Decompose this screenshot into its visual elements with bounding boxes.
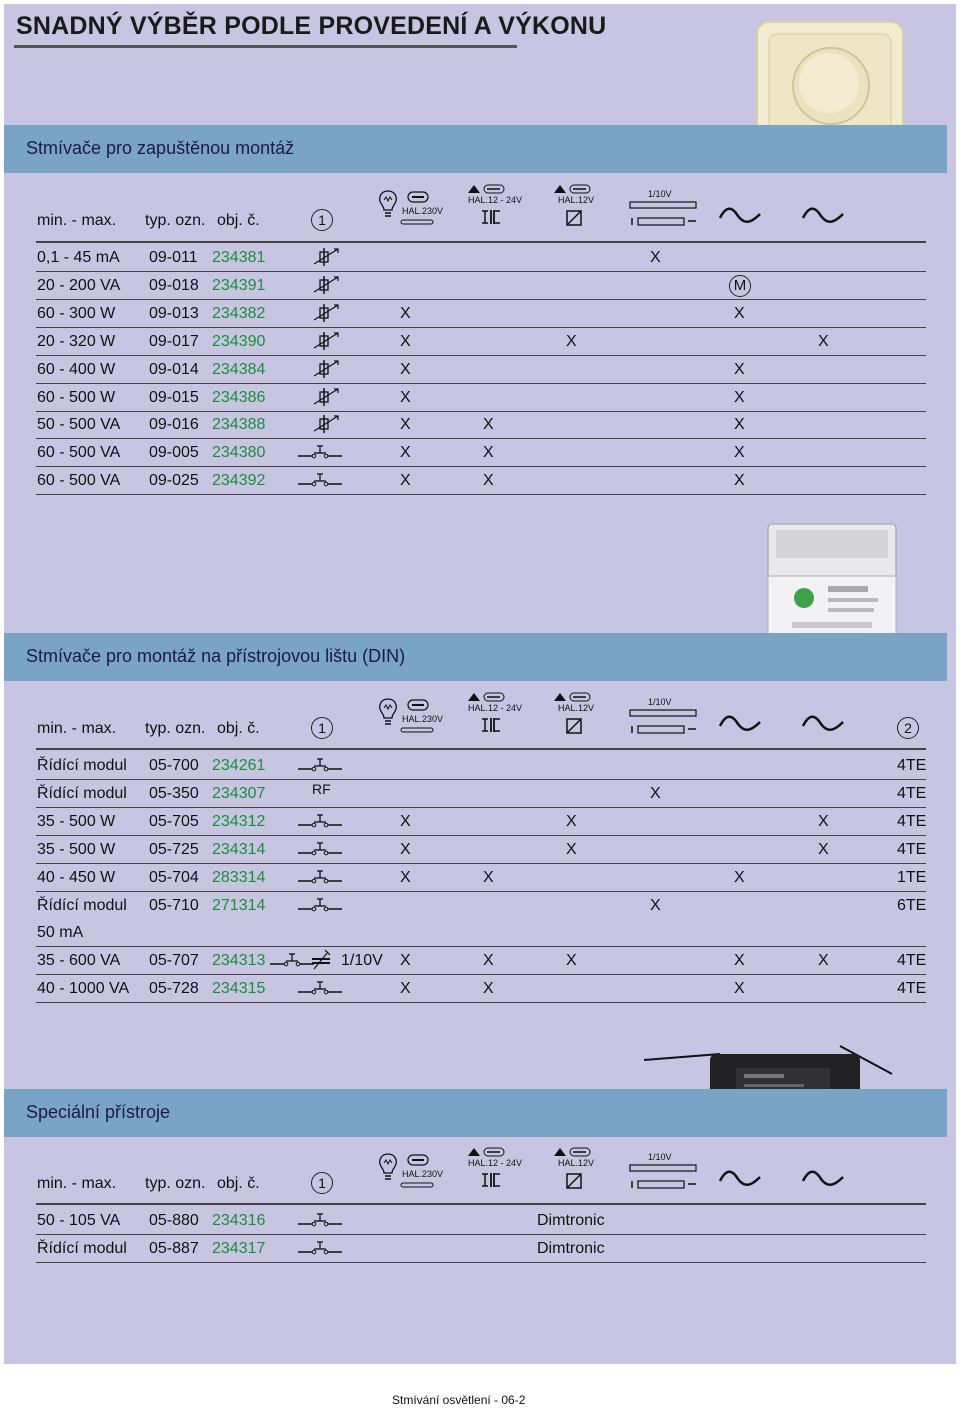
compatibility-mark-e: X	[818, 332, 829, 350]
column-1-badge: 1	[311, 1172, 333, 1194]
type-code-cell: 05-705	[149, 812, 199, 830]
order-number-cell: 234316	[212, 1212, 266, 1229]
header-divider	[36, 241, 926, 243]
min-max-header: min. - max.	[37, 1175, 117, 1192]
halogen-spot-icon	[466, 183, 506, 195]
compatibility-mark-m: X	[734, 868, 745, 886]
compatibility-mark-e: X	[818, 840, 829, 858]
type-code-cell: 09-005	[149, 444, 199, 462]
type-code-cell: 09-014	[149, 360, 199, 378]
type-code-cell: 09-016	[149, 416, 199, 434]
electronic-load-icon	[801, 716, 845, 732]
halogen-230v-tube-icon	[400, 219, 434, 225]
power-range-cell: 20 - 200 VA	[37, 276, 121, 294]
fluorescent-tube-icon	[628, 201, 698, 227]
push-button-symbol-icon	[296, 1209, 344, 1229]
power-range-cell: 20 - 320 W	[37, 332, 116, 350]
rotary-dimmer-symbol-icon	[310, 358, 350, 380]
order-number-cell: 234391	[212, 276, 266, 294]
compatibility-mark-m: X	[734, 388, 745, 406]
power-range-cell: 60 - 500 W	[37, 388, 116, 406]
compatibility-mark-c230: X	[400, 416, 411, 434]
power-range-cell: 35 - 500 W	[37, 812, 116, 830]
incandescent-bulb-icon	[376, 1151, 400, 1181]
power-range-cell: 60 - 500 VA	[37, 444, 121, 462]
order-number-cell: 234317	[212, 1239, 266, 1257]
compatibility-mark-c230: X	[400, 868, 411, 886]
row-divider	[36, 271, 926, 272]
type-code-cell: 05-880	[149, 1212, 199, 1229]
rotary-dimmer-symbol-icon	[310, 246, 350, 268]
halogen-230v-lamp-icon	[404, 699, 432, 711]
power-range-cell: 35 - 500 W	[37, 840, 116, 858]
order-number-cell: 234312	[212, 812, 266, 830]
hal-230v-label: HAL.230V	[402, 206, 444, 216]
order-number-cell: 234388	[212, 416, 266, 434]
order-number-header: obj. č.	[217, 720, 260, 737]
compatibility-mark-c110: X	[650, 249, 661, 266]
electronic-load-icon	[801, 1171, 845, 1187]
push-button-symbol-icon	[296, 469, 344, 489]
module-width-cell: 4TE	[897, 812, 927, 830]
power-range-cell: Řídící modul	[37, 757, 127, 774]
rotary-dimmer-symbol-icon	[310, 386, 350, 408]
power-range-cell: 50 mA	[37, 924, 84, 942]
compatibility-mark-c12: X	[566, 332, 577, 350]
order-number-cell: 234380	[212, 444, 266, 462]
compatibility-mark-c230: X	[400, 840, 411, 858]
order-number-cell: 234313	[212, 952, 266, 970]
push-button-symbol-icon	[296, 754, 344, 774]
order-number-cell: 234314	[212, 840, 266, 858]
toroidal-transformer-icon	[566, 1173, 582, 1189]
module-width-cell: 4TE	[897, 980, 927, 998]
compatibility-mark-c230: X	[400, 980, 411, 998]
order-number-cell: 271314	[212, 896, 266, 914]
module-width-cell: 4TE	[897, 757, 927, 774]
compatibility-mark-c230: X	[400, 332, 411, 350]
order-number-cell: 234386	[212, 388, 266, 406]
order-number-cell: 234382	[212, 304, 266, 322]
hal-12-24v-label: HAL.12 - 24V	[468, 1158, 523, 1168]
hal-12-24v-label: HAL.12 - 24V	[468, 703, 523, 713]
row-divider	[36, 411, 926, 412]
type-code-cell: 05-700	[149, 757, 199, 774]
compatibility-mark-e: X	[818, 812, 829, 830]
electronic-transformer-icon	[480, 1172, 502, 1188]
type-code-cell: 09-018	[149, 276, 199, 294]
order-number-header: obj. č.	[217, 212, 260, 229]
type-header: typ. ozn.	[145, 720, 206, 737]
trimmer-symbol-icon	[310, 949, 332, 971]
type-code-cell: 05-710	[149, 896, 199, 914]
v-1-10-label: 1/10V	[648, 697, 672, 707]
section-title: Stmívače pro montáž na přístrojovou lištu (DIN)	[26, 646, 406, 666]
compatibility-mark-c1224: X	[483, 952, 494, 970]
power-range-cell: 60 - 500 VA	[37, 472, 121, 490]
inductive-load-icon	[718, 208, 762, 224]
power-range-cell: Řídící modul	[37, 1239, 127, 1257]
row-divider	[36, 299, 926, 300]
type-code-cell: 05-887	[149, 1239, 199, 1257]
toroidal-transformer-icon	[566, 210, 582, 226]
title-underline	[14, 45, 517, 48]
type-code-cell: 09-015	[149, 388, 199, 406]
type-code-cell: 05-707	[149, 952, 199, 970]
halogen-spot-icon	[466, 691, 506, 703]
halogen-230v-tube-icon	[400, 1182, 434, 1188]
type-header: typ. ozn.	[145, 212, 206, 229]
module-width-cell: 4TE	[897, 840, 927, 858]
page-footer: Stmívání osvětlení - 06-2	[392, 1393, 526, 1407]
type-code-cell: 09-013	[149, 304, 199, 322]
power-range-cell: 40 - 1000 VA	[37, 980, 130, 998]
power-range-cell: Řídící modul	[37, 896, 127, 914]
electronic-transformer-icon	[480, 717, 502, 733]
compatibility-mark-c230: X	[400, 388, 411, 406]
order-number-cell: 234381	[212, 249, 266, 266]
order-number-header: obj. č.	[217, 1175, 260, 1192]
push-button-symbol-icon	[268, 949, 316, 969]
section-band	[4, 125, 947, 173]
push-button-symbol-icon	[296, 894, 344, 914]
push-button-symbol-icon	[296, 838, 344, 858]
compatibility-mark-c230: X	[400, 472, 411, 490]
hal-12v-label: HAL.12V	[558, 703, 595, 713]
compatibility-mark-c12: X	[566, 812, 577, 830]
push-button-symbol-icon	[296, 441, 344, 461]
power-range-cell: 35 - 600 VA	[37, 952, 121, 970]
order-number-cell: 283314	[212, 868, 266, 886]
rotary-dimmer-symbol-icon	[310, 330, 350, 352]
order-number-cell: 234384	[212, 360, 266, 378]
v-1-10-label: 1/10V	[648, 1152, 672, 1162]
type-code-cell: 05-725	[149, 840, 199, 858]
halogen-230v-lamp-icon	[404, 191, 432, 203]
row-divider	[36, 1262, 926, 1263]
row-divider	[36, 327, 926, 328]
inductive-load-icon	[718, 716, 762, 732]
row-divider	[36, 438, 926, 439]
type-code-cell: 09-011	[149, 249, 198, 266]
compatibility-mark-c12: X	[566, 840, 577, 858]
module-width-cell: 1TE	[897, 868, 927, 886]
module-width-cell: 6TE	[897, 896, 927, 914]
rotary-dimmer-symbol-icon	[310, 274, 350, 296]
compatibility-mark-c1224: X	[483, 980, 494, 998]
module-width-cell: 4TE	[897, 952, 927, 970]
row-divider	[36, 835, 926, 836]
type-code-cell: 05-350	[149, 784, 199, 802]
rf-label: RF	[312, 780, 331, 797]
compatibility-mark-c230: X	[400, 304, 411, 322]
type-code-cell: 09-017	[149, 332, 199, 350]
type-code-cell: 05-704	[149, 868, 199, 886]
order-number-cell: 234315	[212, 980, 266, 998]
row-divider	[36, 974, 926, 975]
electronic-transformer-icon	[480, 209, 502, 225]
incandescent-bulb-icon	[376, 188, 400, 218]
hal-230v-label: HAL.230V	[402, 714, 444, 724]
compatibility-mark-c1224: X	[483, 416, 494, 434]
power-range-cell: 60 - 400 W	[37, 360, 116, 378]
section-band	[4, 633, 947, 681]
hal-12-24v-label: HAL.12 - 24V	[468, 195, 523, 205]
min-max-header: min. - max.	[37, 720, 117, 737]
control-voltage-cell: 1/10V	[341, 952, 383, 970]
dimtronic-cell: Dimtronic	[537, 1212, 605, 1229]
compatibility-mark-c230: X	[400, 952, 411, 970]
compatibility-mark-c110: X	[650, 896, 661, 914]
compatibility-mark-c230: X	[400, 812, 411, 830]
type-code-cell: 05-728	[149, 980, 199, 998]
power-range-cell: 40 - 450 W	[37, 868, 116, 886]
hal-12v-label: HAL.12V	[558, 1158, 595, 1168]
v-1-10-label: 1/10V	[648, 189, 672, 199]
compatibility-mark-m: X	[734, 472, 745, 490]
electronic-load-icon	[801, 208, 845, 224]
halogen-spot-12v-icon	[552, 1146, 594, 1158]
power-range-cell: 60 - 300 W	[37, 304, 116, 322]
halogen-230v-tube-icon	[400, 727, 434, 733]
power-range-cell: 0,1 - 45 mA	[37, 249, 120, 266]
row-divider	[36, 466, 926, 467]
compatibility-mark-m: X	[734, 980, 745, 998]
row-divider	[36, 779, 926, 780]
header-divider	[36, 1203, 926, 1205]
compatibility-mark-e: X	[818, 952, 829, 970]
row-divider	[36, 863, 926, 864]
compatibility-mark-c1224: X	[483, 868, 494, 886]
order-number-cell: 234390	[212, 332, 266, 350]
compatibility-mark-m: X	[734, 952, 745, 970]
page-title: SNADNÝ VÝBĚR PODLE PROVEDENÍ A VÝKONU	[16, 12, 607, 40]
order-number-cell: 234261	[212, 757, 266, 774]
inductive-load-icon	[718, 1171, 762, 1187]
compatibility-mark-m: X	[734, 304, 745, 322]
compatibility-mark-c12: X	[566, 952, 577, 970]
motor-m-badge: M	[729, 275, 751, 297]
push-button-symbol-icon	[296, 810, 344, 830]
row-divider	[36, 1234, 926, 1235]
halogen-spot-12v-icon	[552, 183, 594, 195]
column-2-badge: 2	[897, 717, 919, 739]
halogen-230v-lamp-icon	[404, 1154, 432, 1166]
power-range-cell: 50 - 500 VA	[37, 416, 121, 434]
incandescent-bulb-icon	[376, 696, 400, 726]
fluorescent-tube-icon	[628, 1164, 698, 1190]
compatibility-mark-c1224: X	[483, 472, 494, 490]
fluorescent-tube-icon	[628, 709, 698, 735]
toroidal-transformer-icon	[566, 718, 582, 734]
type-code-cell: 09-025	[149, 472, 199, 490]
push-button-symbol-icon	[296, 866, 344, 886]
row-divider	[36, 1002, 926, 1003]
compatibility-mark-c1224: X	[483, 444, 494, 462]
module-width-cell: 4TE	[897, 784, 927, 802]
halogen-spot-12v-icon	[552, 691, 594, 703]
compatibility-mark-c110: X	[650, 784, 661, 802]
compatibility-mark-m: X	[734, 444, 745, 462]
section-band	[4, 1089, 947, 1137]
type-header: typ. ozn.	[145, 1175, 206, 1192]
power-range-cell: 50 - 105 VA	[37, 1212, 121, 1229]
dimtronic-cell: Dimtronic	[537, 1239, 605, 1257]
compatibility-mark-c230: X	[400, 360, 411, 378]
power-range-cell: Řídící modul	[37, 784, 127, 802]
halogen-spot-icon	[466, 1146, 506, 1158]
row-divider	[36, 355, 926, 356]
rotary-dimmer-symbol-icon	[310, 413, 350, 435]
row-divider	[36, 946, 926, 947]
column-1-badge: 1	[311, 209, 333, 231]
row-divider	[36, 494, 926, 495]
rotary-dimmer-symbol-icon	[310, 302, 350, 324]
order-number-cell: 234392	[212, 472, 266, 490]
row-divider	[36, 807, 926, 808]
hal-230v-label: HAL.230V	[402, 1169, 444, 1179]
compatibility-mark-m: X	[734, 416, 745, 434]
compatibility-mark-m: X	[734, 360, 745, 378]
compatibility-mark-c230: X	[400, 444, 411, 462]
column-1-badge: 1	[311, 717, 333, 739]
push-button-symbol-icon	[296, 977, 344, 997]
push-button-symbol-icon	[296, 1237, 344, 1257]
min-max-header: min. - max.	[37, 212, 117, 229]
hal-12v-label: HAL.12V	[558, 195, 595, 205]
row-divider	[36, 383, 926, 384]
order-number-cell: 234307	[212, 784, 266, 802]
section-title: Stmívače pro zapuštěnou montáž	[26, 138, 295, 158]
row-divider	[36, 891, 926, 892]
header-divider	[36, 748, 926, 750]
section-title: Speciální přístroje	[26, 1102, 171, 1122]
